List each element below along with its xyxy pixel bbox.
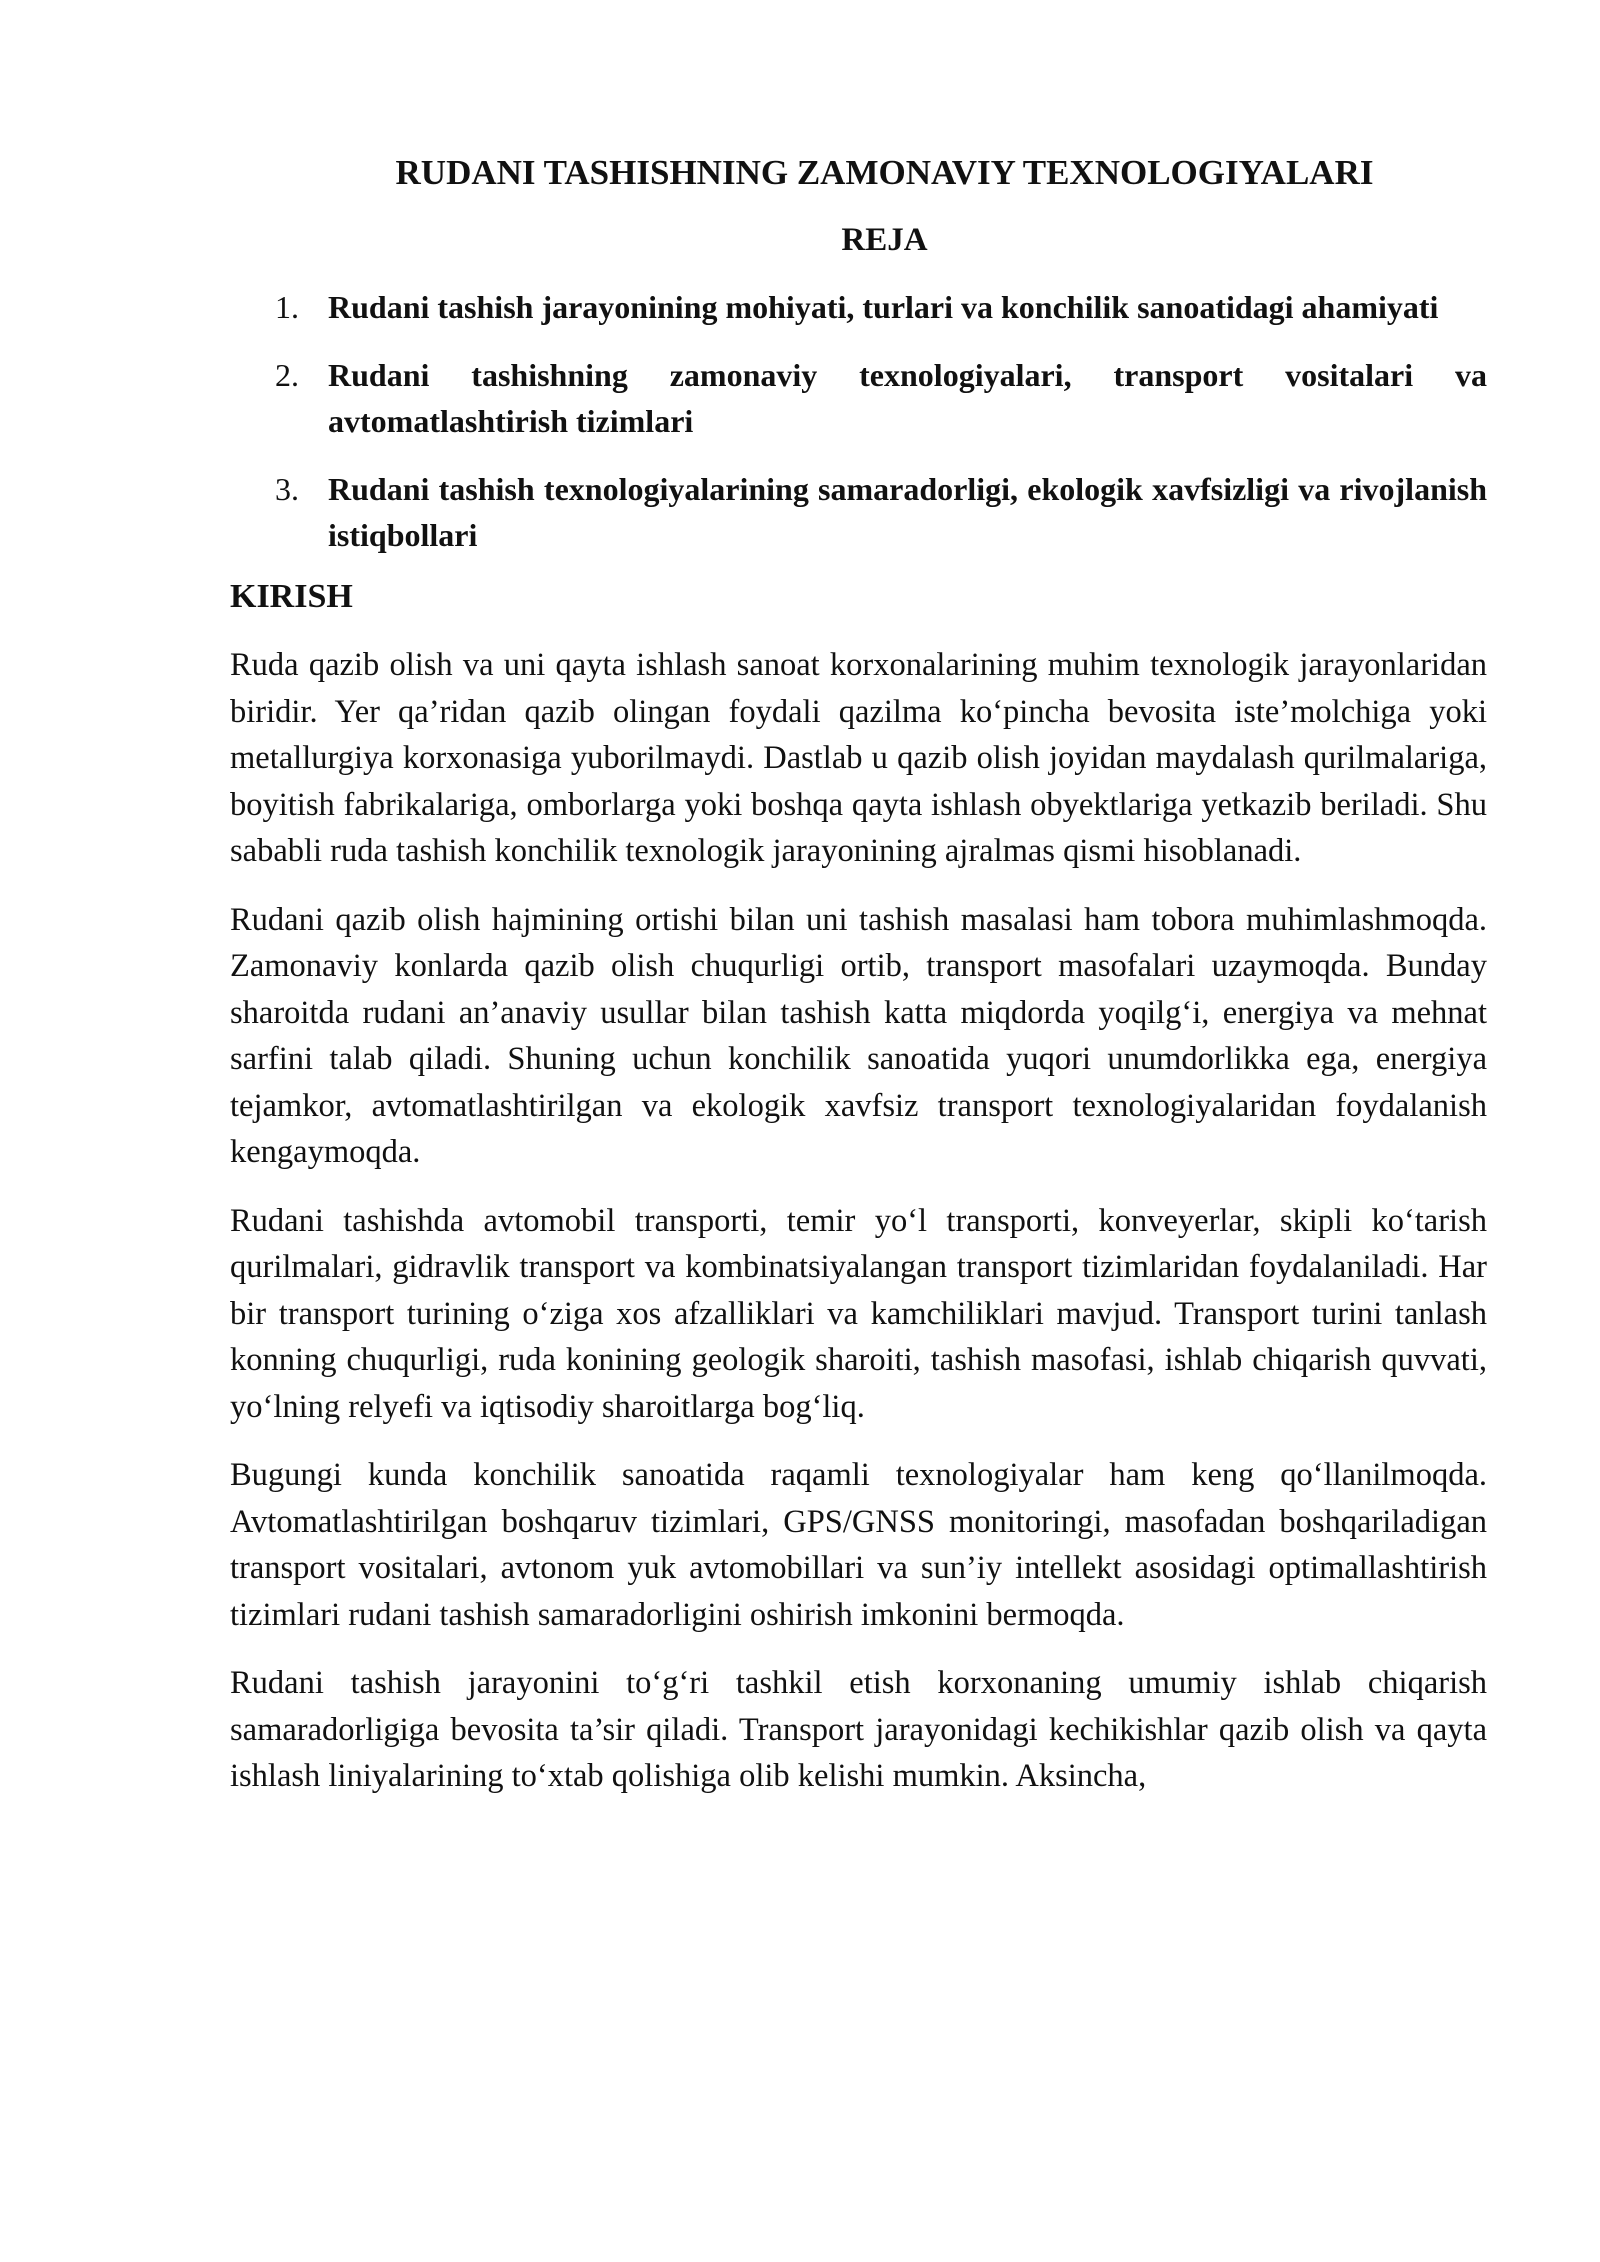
plan-item-2 bbox=[230, 352, 1487, 444]
intro-heading: KIRISH bbox=[230, 578, 353, 615]
intro-paragraph-2: Rudani qazib olish hajmining ortishi bilan uni tashish masalasi ham tobora muhimlashmoqda. Zamonaviy konlarda qazib olish chuqurligi ortib, transport masofalari uzaymoqda. Bunday sharoitda rudani an’anaviy usullar bilan tashish katta miqdorda yoqilg‘i, energiya va mehnat sarfini talab qiladi. Shuning uchun konchilik sanoatida yuqori unumdorlikka ega, energiya tejamkor, avtomatlashtirilgan va ekologik xavfsiz transport texnologiyalaridan foydalanish kengaymoqda. bbox=[230, 901, 1487, 1170]
intro-paragraph-5: Rudani tashish jarayonini to‘g‘ri tashkil etish korxonaning umumiy ishlab chiqarish samaradorligiga bevosita ta’sir qiladi. Transport jarayonidagi kechikishlar qazib olish va qayta ishlash liniyalarining to‘xtab qolishiga olib kelishi mumkin. Aksincha, bbox=[230, 1665, 1487, 1794]
document-page bbox=[230, 150, 1487, 1822]
intro-paragraph-4: Bugungi kunda konchilik sanoatida raqamli texnologiyalar ham keng qo‘llanilmoqda. Avtomatlashtirilgan boshqaruv tizimlari, GPS/GNSS monitoringi, masofadan boshqariladigan transport vositalari, avtonom yuk avtomobillari va sun’iy intellekt asosidagi optimallashtirish tizimlari rudani tashish samaradorligini oshirish imkonini bermoqda. bbox=[230, 1457, 1487, 1633]
plan-item-1 bbox=[230, 284, 1487, 330]
plan-item-text: Rudani tashish texnologiyalarining samaradorligi, ekologik xavfsizligi va rivojlanish istiqbollari bbox=[328, 471, 1487, 553]
document-title: RUDANI TASHISHNING ZAMONAVIY TEXNOLOGIYALARI bbox=[395, 153, 1374, 192]
plan-list bbox=[230, 284, 1487, 558]
plan-item-3 bbox=[230, 466, 1487, 558]
plan-item-number: 3. bbox=[275, 471, 299, 507]
plan-item-text: Rudani tashishning zamonaviy texnologiyalari, transport vositalari va avtomatlashtirish tizimlari bbox=[328, 357, 1487, 439]
plan-title: REJA bbox=[841, 222, 928, 258]
intro-paragraph-1: Ruda qazib olish va uni qayta ishlash sanoat korxonalarining muhim texnologik jarayonlaridan biridir. Yer qa’ridan qazib olingan foydali qazilma ko‘pincha bevosita iste’molchiga yoki metallurgiya korxonasiga yuborilmaydi. Dastlab u qazib olish joyidan maydalash qurilmalariga, boyitish fabrikalariga, omborlarga yoki boshqa qayta ishlash obyektlariga yetkazib beriladi. Shu sababli ruda tashish konchilik texnologik jarayonining ajralmas qismi hisoblanadi. bbox=[230, 647, 1487, 869]
plan-item-text: Rudani tashish jarayonining mohiyati, turlari va konchilik sanoatidagi ahamiyati bbox=[328, 289, 1439, 325]
plan-item-number: 1. bbox=[275, 289, 299, 325]
intro-paragraph-3: Rudani tashishda avtomobil transporti, temir yo‘l transporti, konveyerlar, skipli ko‘tarish qurilmalari, gidravlik transport va kombinatsiyalangan transport tizimlaridan foydalaniladi. Har bir transport turining o‘ziga xos afzalliklari va kamchiliklari mavjud. Transport turini tanlash konning chuqurligi, ruda konining geologik sharoiti, tashish masofasi, ishlab chiqarish quvvati, yo‘lning relyefi va iqtisodiy sharoitlarga bog‘liq. bbox=[230, 1202, 1487, 1425]
plan-item-number: 2. bbox=[275, 357, 299, 393]
